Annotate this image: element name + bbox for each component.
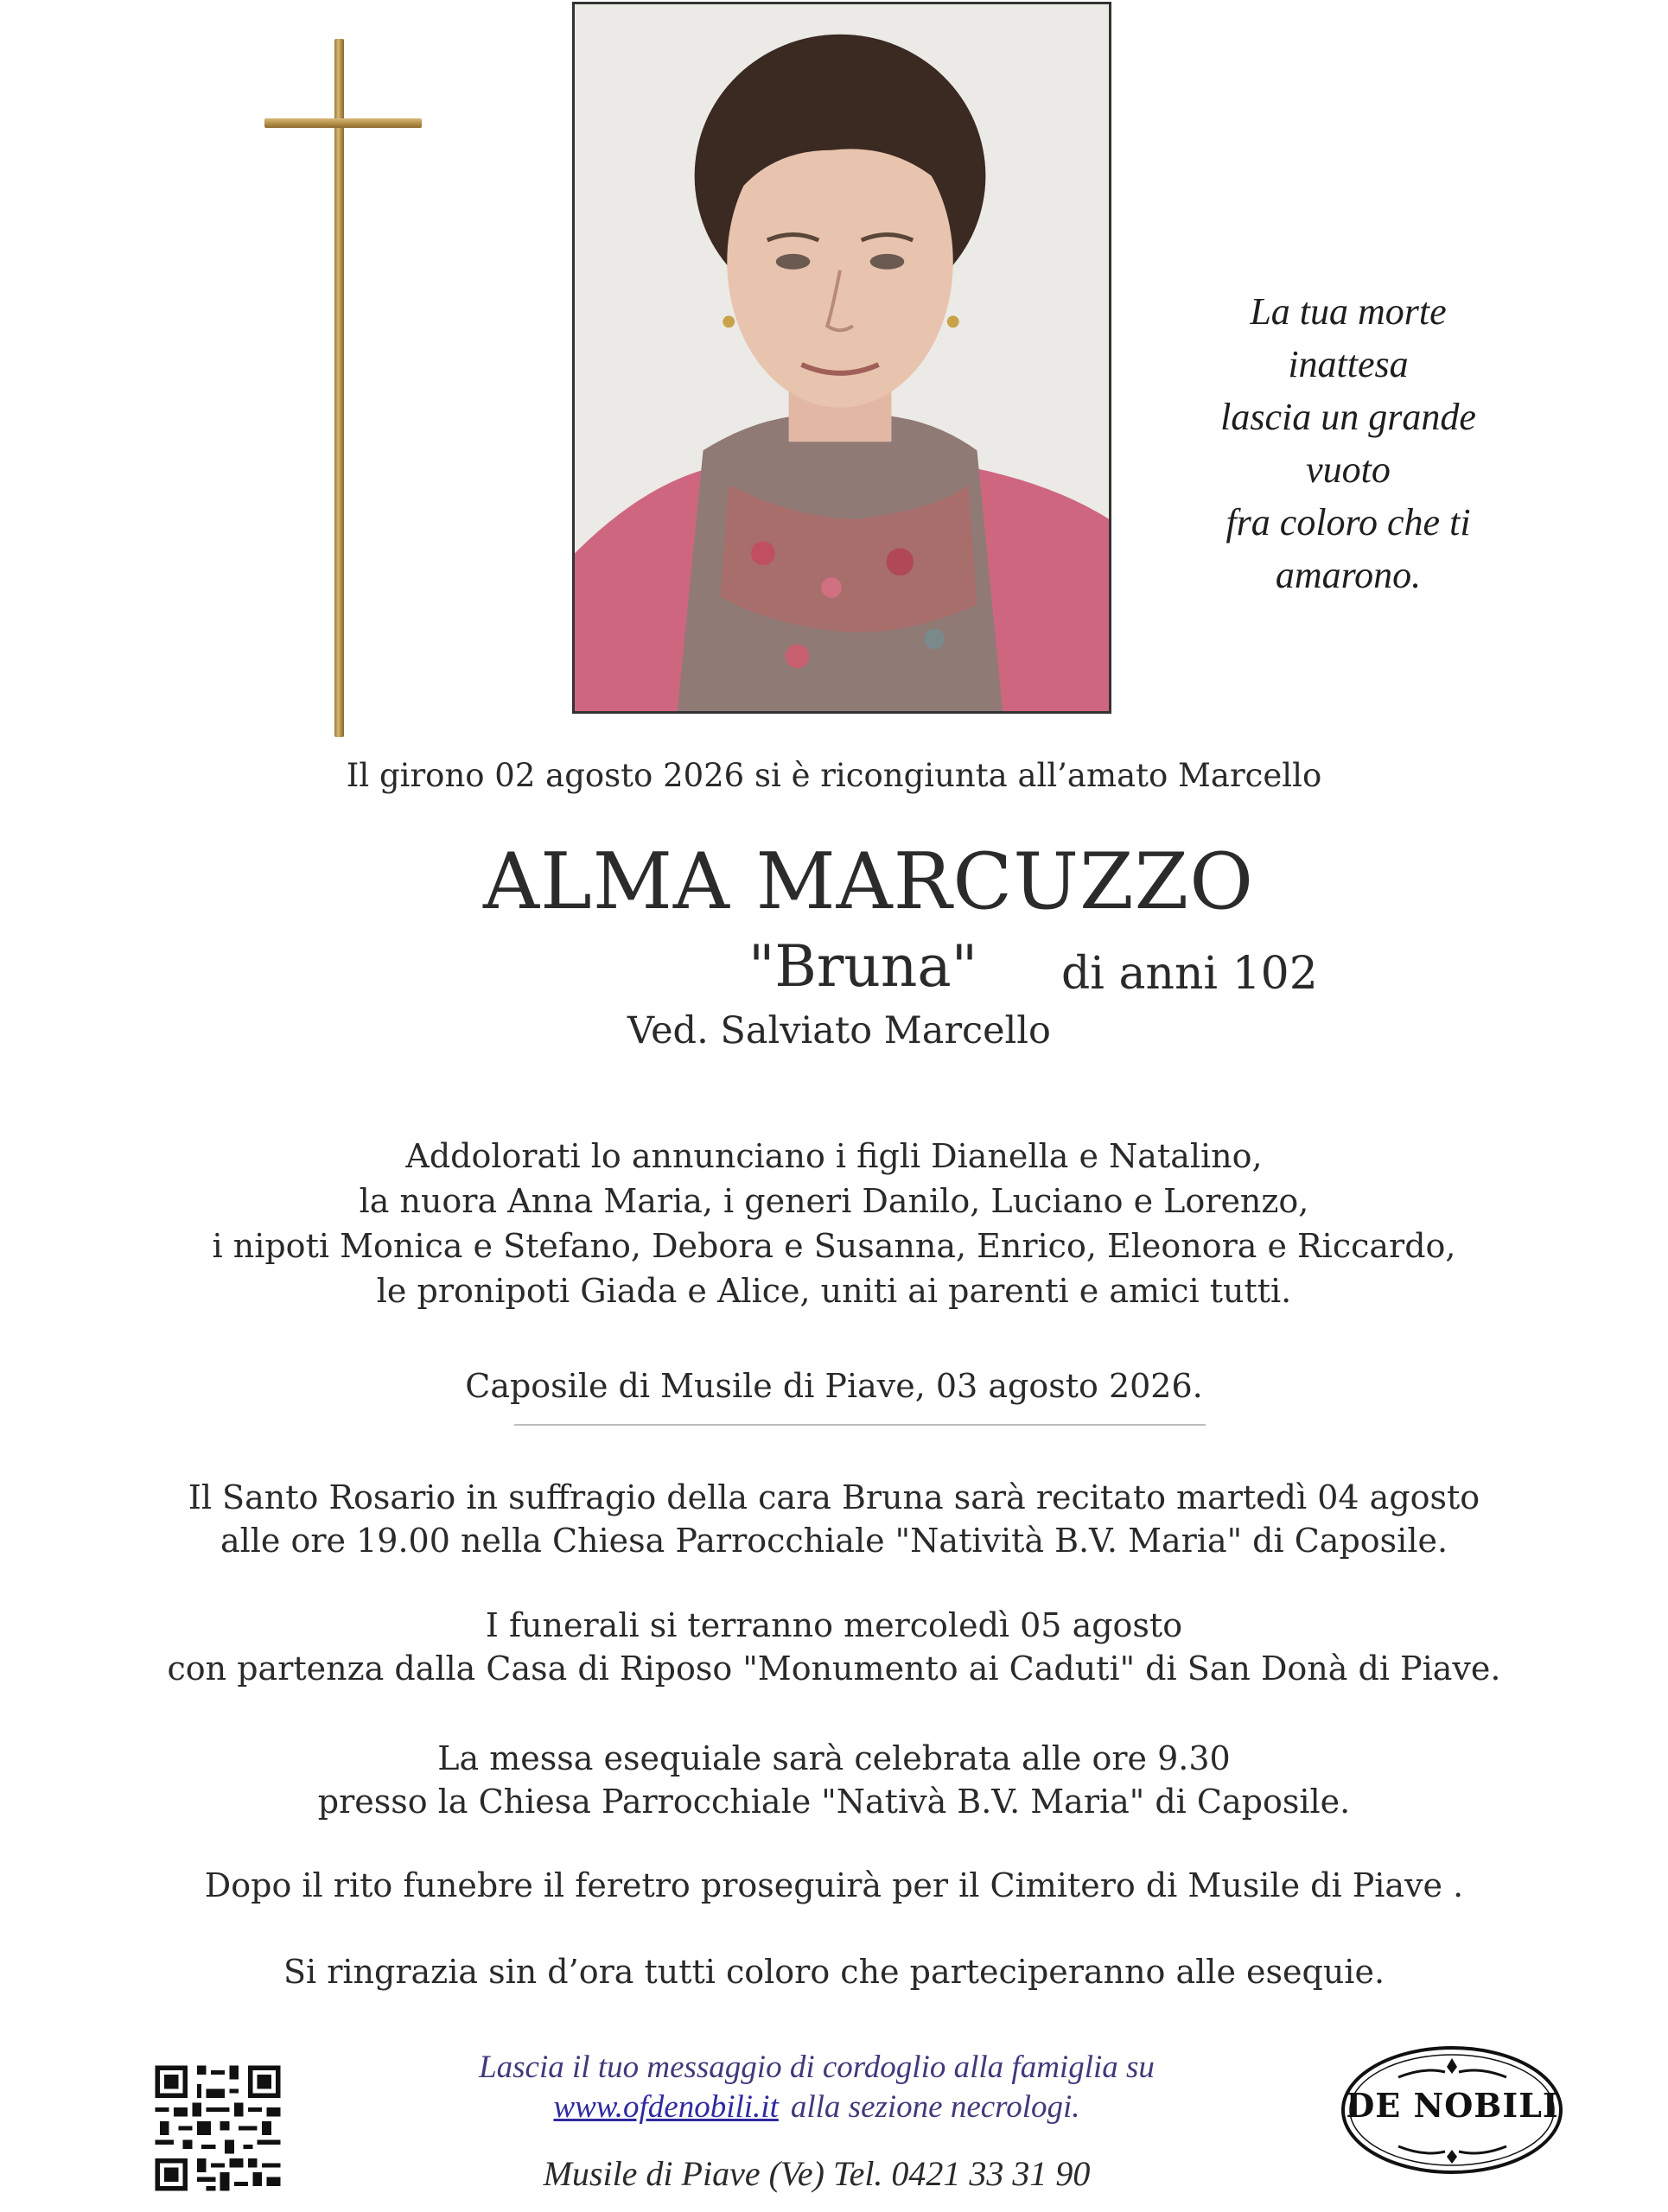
- funeral-line: I funerali si terranno mercoledì 05 agosto: [485, 1606, 1183, 1644]
- widow-line: Ved. Salviato Marcello: [627, 1009, 1051, 1052]
- condolence-line: Lascia il tuo messaggio di cordoglio alla famiglia su: [479, 2050, 1155, 2085]
- rosary-info: [0, 1476, 1668, 1562]
- rosary-line: Il Santo Rosario in suffragio della cara Bruna sarà recitato martedì 04 agosto: [188, 1478, 1480, 1516]
- cross-icon: [334, 39, 344, 737]
- portrait-photo: [572, 2, 1111, 714]
- divider: [514, 1424, 1206, 1426]
- de-nobili-logo: [1338, 2039, 1567, 2177]
- poem-line: fra coloro che ti: [1226, 501, 1471, 543]
- announcement: [0, 1134, 1668, 1313]
- website-suffix: alla sezione necrologi.: [790, 2089, 1080, 2125]
- poem-line: inattesa: [1288, 343, 1409, 385]
- announcement-line: Addolorati lo annunciano i figli Dianella e Natalino,: [405, 1137, 1263, 1175]
- funeral-info: [0, 1604, 1668, 1690]
- poem-line: vuoto: [1306, 448, 1391, 491]
- mass-line: presso la Chiesa Parrocchiale "Nativà B.V. Maria" di Caposile.: [317, 1783, 1351, 1821]
- poem: [1149, 285, 1547, 601]
- mass-line: La messa esequiale sarà celebrata alle ore 9.30: [437, 1739, 1231, 1777]
- place-date: Caposile di Musile di Piave, 03 agosto 2026.: [465, 1367, 1203, 1405]
- mass-info: [0, 1737, 1668, 1823]
- website-link[interactable]: www.ofdenobili.it: [553, 2089, 779, 2125]
- announcement-line: le pronipoti Giada e Alice, uniti ai parenti e amici tutti.: [376, 1272, 1292, 1310]
- website-line: [328, 2088, 1305, 2127]
- qr-code[interactable]: [150, 2061, 285, 2196]
- announcement-line: la nuora Anna Maria, i generi Danilo, Luciano e Lorenzo,: [359, 1182, 1309, 1220]
- contact-line: Musile di Piave (Ve) Tel. 0421 33 31 90: [543, 2154, 1091, 2193]
- funeral-line: con partenza dalla Casa di Riposo "Monumento ai Caduti" di San Donà di Piave.: [167, 1649, 1501, 1688]
- intro-line: Il girono 02 agosto 2026 si è ricongiunta all’amato Marcello: [346, 757, 1322, 794]
- deceased-name: ALMA MARCUZZO: [483, 836, 1254, 927]
- logo-text: DE NOBILI: [1346, 2086, 1559, 2125]
- burial-info: Dopo il rito funebre il feretro proseguirà per il Cimitero di Musile di Piave .: [204, 1866, 1464, 1904]
- footer: [328, 2048, 1305, 2194]
- age: di anni 102: [1061, 948, 1318, 1000]
- rosary-line: alle ore 19.00 nella Chiesa Parrocchiale "Natività B.V. Maria" di Caposile.: [220, 1522, 1448, 1560]
- cross-icon-bar: [264, 118, 422, 128]
- announcement-line: i nipoti Monica e Stefano, Debora e Susanna, Enrico, Eleonora e Riccardo,: [212, 1227, 1456, 1265]
- thanks-line: Si ringrazia sin d’ora tutti coloro che parteciperanno alle esequie.: [283, 1953, 1385, 1991]
- poem-line: amarono.: [1275, 554, 1422, 596]
- nickname: "Bruna": [748, 933, 978, 1000]
- poem-line: lascia un grande: [1220, 396, 1476, 438]
- poem-line: La tua morte: [1250, 290, 1447, 333]
